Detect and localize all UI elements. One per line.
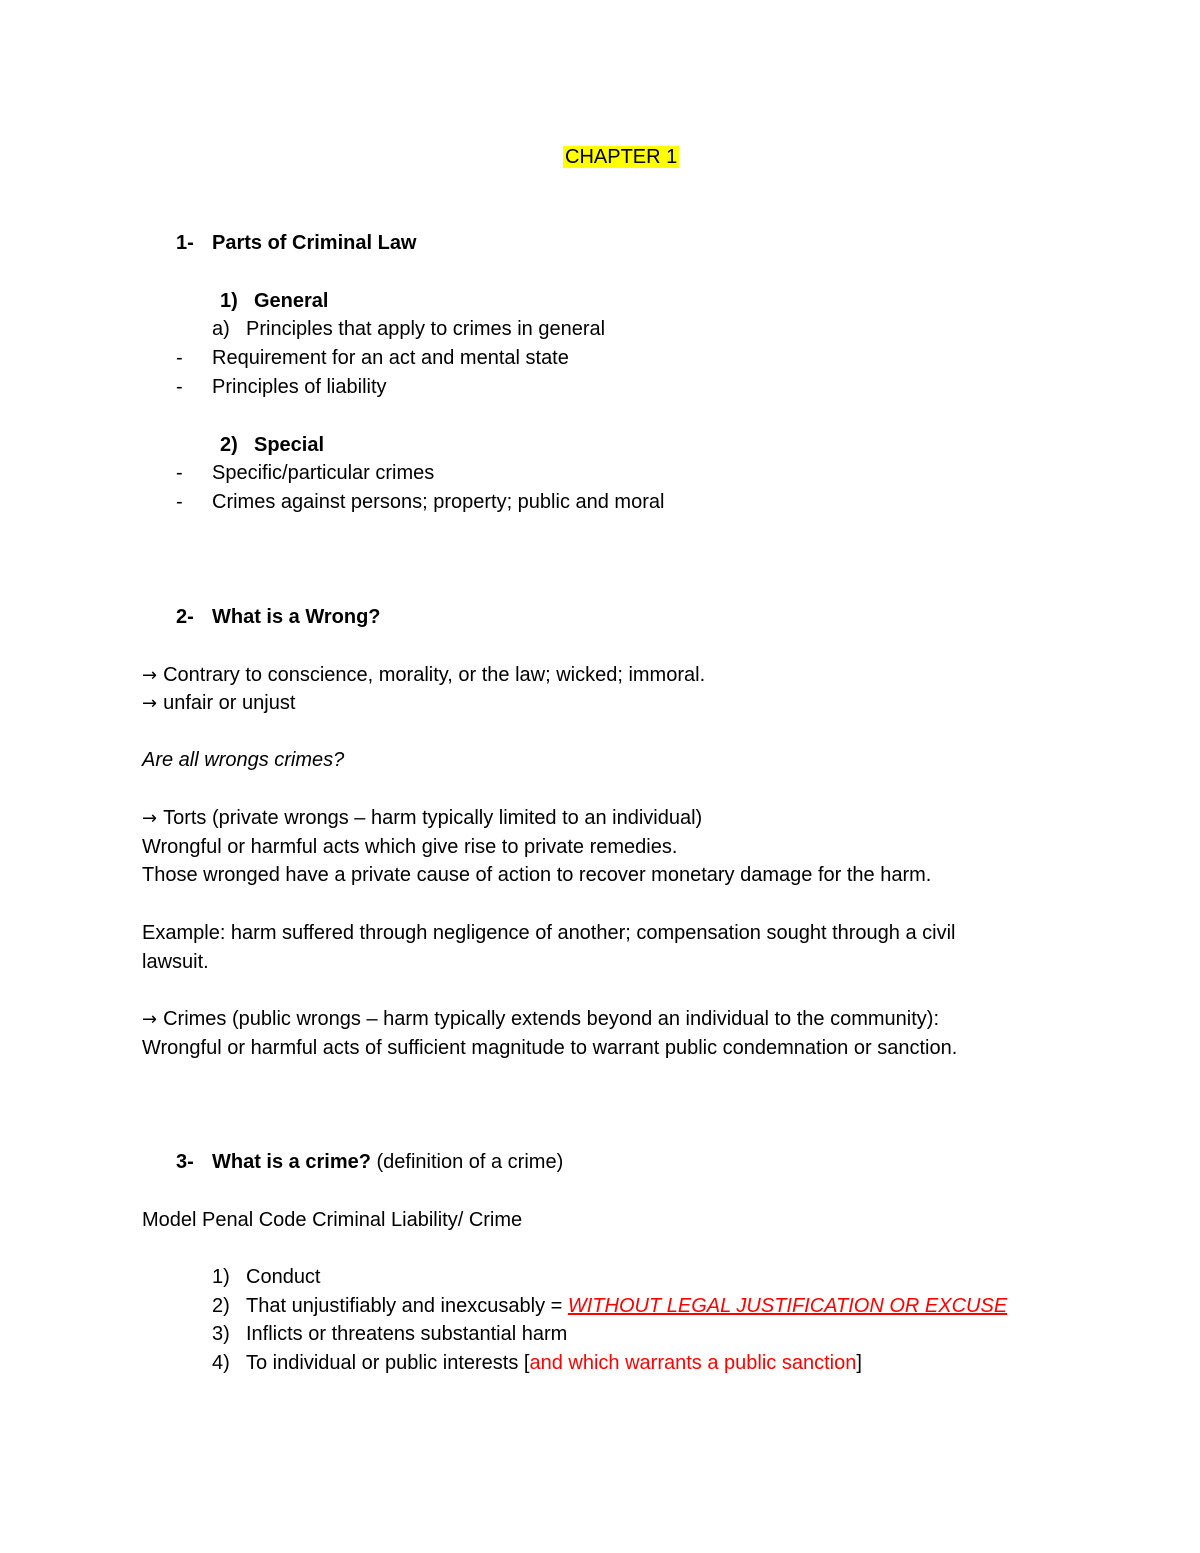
general-bullet: - Principles of liability: [176, 376, 387, 398]
example-text: Example: harm suffered through negligence of another; compensation sought through a civil: [142, 922, 956, 944]
general-label: 1) General: [220, 290, 329, 312]
section-1-heading: 1- Parts of Criminal Law: [176, 232, 417, 254]
general-sub-item: a) Principles that apply to crimes in general: [212, 318, 606, 340]
emphasis-text: and which warrants a public sanction: [529, 1352, 857, 1374]
special-label: 2) Special: [220, 434, 325, 456]
mpc-item: 1) Conduct: [212, 1266, 321, 1288]
chapter-title: [563, 144, 679, 170]
arrow-right-icon: →: [142, 808, 158, 829]
chapter-title-text: CHAPTER 1: [565, 146, 678, 168]
torts-text: Wrongful or harmful acts which give rise to private remedies.: [142, 836, 678, 858]
wrong-definition: → Contrary to conscience, morality, or the law; wicked; immoral.: [142, 662, 705, 689]
arrow-right-icon: →: [142, 693, 158, 714]
crimes-heading: → Crimes (public wrongs – harm typically extends beyond an individual to the community):: [142, 1006, 939, 1033]
torts-heading: → Torts (private wrongs – harm typically limited to an individual): [142, 805, 702, 832]
torts-text: Those wronged have a private cause of action to recover monetary damage for the harm.: [142, 864, 932, 886]
general-bullet: - Requirement for an act and mental state: [176, 347, 569, 369]
special-bullet: - Crimes against persons; property; public and moral: [176, 491, 665, 513]
mpc-item: 2) That unjustifiably and inexcusably = WITHOUT LEGAL JUSTIFICATION OR EXCUSE: [212, 1295, 1008, 1317]
crimes-text: Wrongful or harmful acts of sufficient magnitude to warrant public condemnation or sanction.: [142, 1037, 958, 1059]
arrow-right-icon: →: [142, 1009, 158, 1030]
special-bullet: - Specific/particular crimes: [176, 462, 435, 484]
question-text: Are all wrongs crimes?: [142, 749, 345, 771]
section-3-heading: 3- What is a crime? (definition of a crime): [176, 1151, 564, 1173]
mpc-item: 4) To individual or public interests [and which warrants a public sanction]: [212, 1352, 862, 1374]
mpc-subtitle: Model Penal Code Criminal Liability/ Crime: [142, 1209, 523, 1231]
mpc-item: 3) Inflicts or threatens substantial harm: [212, 1323, 568, 1345]
arrow-right-icon: →: [142, 665, 158, 686]
example-text: lawsuit.: [142, 951, 209, 973]
section-2-heading: 2- What is a Wrong?: [176, 606, 381, 628]
wrong-definition: → unfair or unjust: [142, 690, 295, 717]
emphasis-text: WITHOUT LEGAL JUSTIFICATION OR EXCUSE: [567, 1295, 1008, 1317]
